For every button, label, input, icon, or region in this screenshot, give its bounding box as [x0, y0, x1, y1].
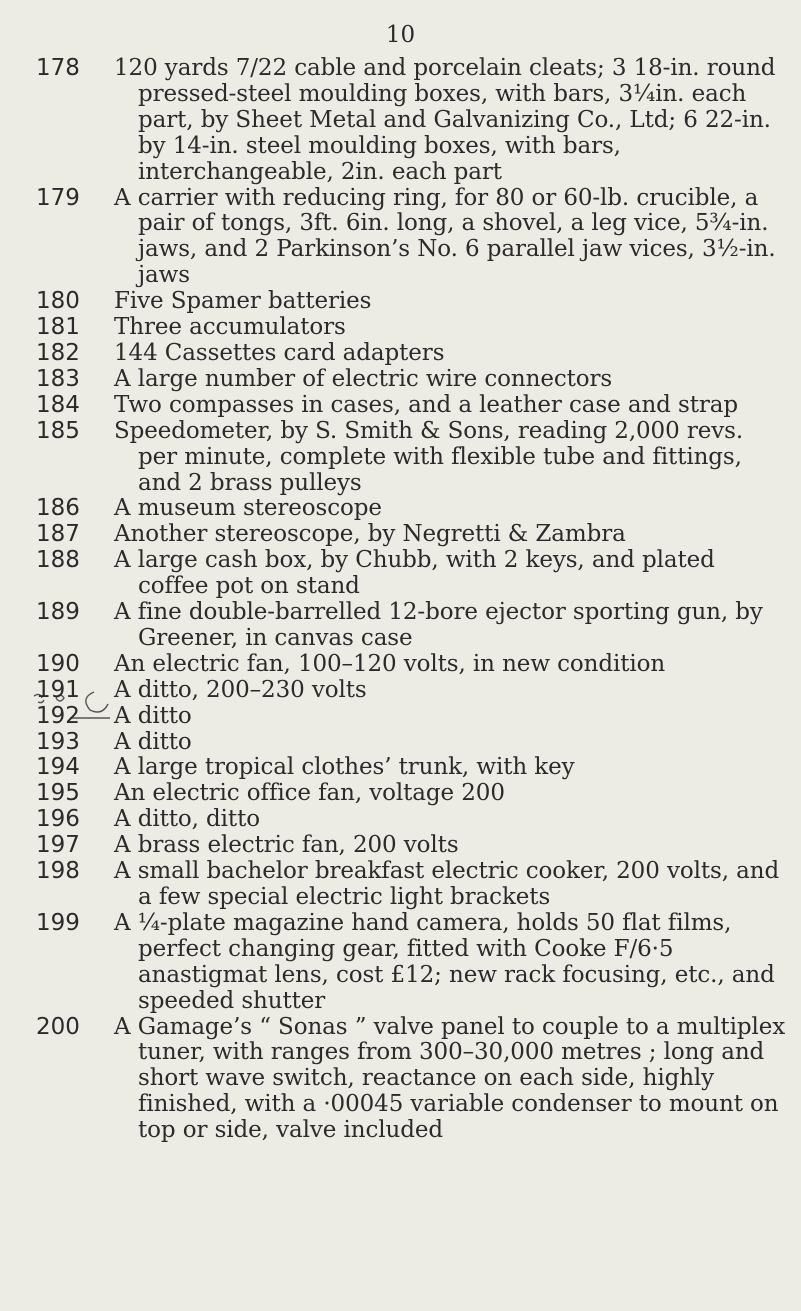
lot-number: 187: [36, 521, 80, 548]
lot-number: 179: [36, 184, 80, 211]
lot-number: 183: [36, 365, 80, 392]
lot-number: 189: [36, 599, 80, 626]
lot-entry: [36, 548, 786, 600]
lot-description: A ditto: [114, 728, 192, 755]
lot-number: 199: [36, 909, 80, 936]
lot-entry: [36, 859, 786, 911]
lot-number: 181: [36, 314, 80, 341]
lot-number: 198: [36, 858, 80, 885]
lot-number: 197: [36, 832, 80, 859]
lot-number: 188: [36, 547, 80, 574]
lot-entry: [36, 730, 786, 756]
lot-entry: [36, 522, 786, 548]
lot-number: 194: [36, 754, 80, 781]
lot-number: 190: [36, 650, 80, 677]
lot-description: A ditto, 200–230 volts: [114, 676, 367, 703]
lot-description: A large tropical clothes’ trunk, with key: [114, 754, 575, 781]
lot-description: A ditto, ditto: [114, 806, 260, 833]
lot-description: Five Spamer batteries: [114, 288, 372, 315]
lot-description: An electric fan, 100–120 volts, in new condition: [114, 650, 666, 677]
lot-number: 192: [36, 702, 80, 729]
lot-number: 186: [36, 495, 80, 522]
lot-entry: [36, 704, 786, 730]
lot-description: A small bachelor breakfast electric cooker, 200 volts, and a few special electric light brackets: [114, 858, 780, 910]
lot-description: A Gamage’s “ Sonas ” valve panel to couple to a multiplex tuner, with ranges from 300–30,000 metres ; long and short wave switch, reactance on each side, highly finished, with a ·00045 variable condenser to mount on top or side, valve included: [114, 1013, 786, 1144]
lot-description: A carrier with reducing ring, for 80 or 60-lb. crucible, a pair of tongs, 3ft. 6in. long, a shovel, a leg vice, 5¾-in. jaws, and 2 Parkinson’s No. 6 parallel jaw vices, 3½-in. jaws: [114, 184, 776, 289]
lot-number: 185: [36, 417, 80, 444]
lot-entry: [36, 781, 786, 807]
lot-description: An electric office fan, voltage 200: [114, 780, 505, 807]
lot-entry: [36, 911, 786, 1015]
lot-entry: [36, 419, 786, 497]
lot-description: Two compasses in cases, and a leather case and strap: [114, 391, 738, 418]
lot-entry: [36, 678, 786, 704]
lot-description: Three accumulators: [114, 314, 346, 341]
lot-entry: [36, 367, 786, 393]
lot-number: 182: [36, 339, 80, 366]
lot-number: 184: [36, 391, 80, 418]
lot-description: 144 Cassettes card adapters: [114, 339, 445, 366]
lot-number: 191: [36, 676, 80, 703]
lot-entry: [36, 833, 786, 859]
lot-description: A ditto: [114, 702, 192, 729]
lot-entry: [36, 1015, 786, 1145]
lot-number: 193: [36, 728, 80, 755]
lot-number: 196: [36, 806, 80, 833]
lot-description: A fine double-barrelled 12-bore ejector sporting gun, by Greener, in canvas case: [114, 599, 763, 651]
lot-entry: [36, 289, 786, 315]
lot-number: 200: [36, 1013, 80, 1040]
lot-entry: [36, 600, 786, 652]
lot-entry: [36, 393, 786, 419]
lot-number: 178: [36, 55, 80, 81]
lot-description: 120 yards 7/22 cable and porcelain cleats; 3 18-in. round pressed-steel moulding boxes, with bars, 3¼in. each part, by Sheet Metal and Galvanizing Co., Ltd; 6 22-in. by 14-in. steel moulding boxes, with bars, interchangeable, 2in. each part: [114, 55, 776, 185]
lot-description: Speedometer, by S. Smith & Sons, reading 2,000 revs. per minute, complete with flexible tube and fittings, and 2 brass pulleys: [114, 417, 744, 496]
lot-entry: [36, 56, 786, 186]
lot-entry: [36, 755, 786, 781]
lot-entry: [36, 652, 786, 678]
lot-entry: [36, 186, 786, 290]
lot-entry: [36, 341, 786, 367]
lot-description: Another stereoscope, by Negretti & Zambra: [114, 521, 626, 548]
lot-description: A brass electric fan, 200 volts: [114, 832, 459, 859]
lot-description: A large number of electric wire connectors: [114, 365, 613, 392]
lot-entry: [36, 496, 786, 522]
lot-entry: [36, 807, 786, 833]
lot-list: [36, 56, 786, 1144]
lot-entry: [36, 315, 786, 341]
lot-description: A ¼-plate magazine hand camera, holds 50 flat films, perfect changing gear, fitted with Cooke F/6·5 anastigmat lens, cost £12; new rack focusing, etc., and speeded shutter: [114, 909, 775, 1014]
lot-description: A large cash box, by Chubb, with 2 keys, and plated coffee pot on stand: [114, 547, 715, 600]
lot-number: 180: [36, 288, 80, 315]
page-number: 10: [385, 22, 416, 48]
lot-description: A museum stereoscope: [114, 495, 382, 522]
lot-number: 195: [36, 780, 80, 807]
